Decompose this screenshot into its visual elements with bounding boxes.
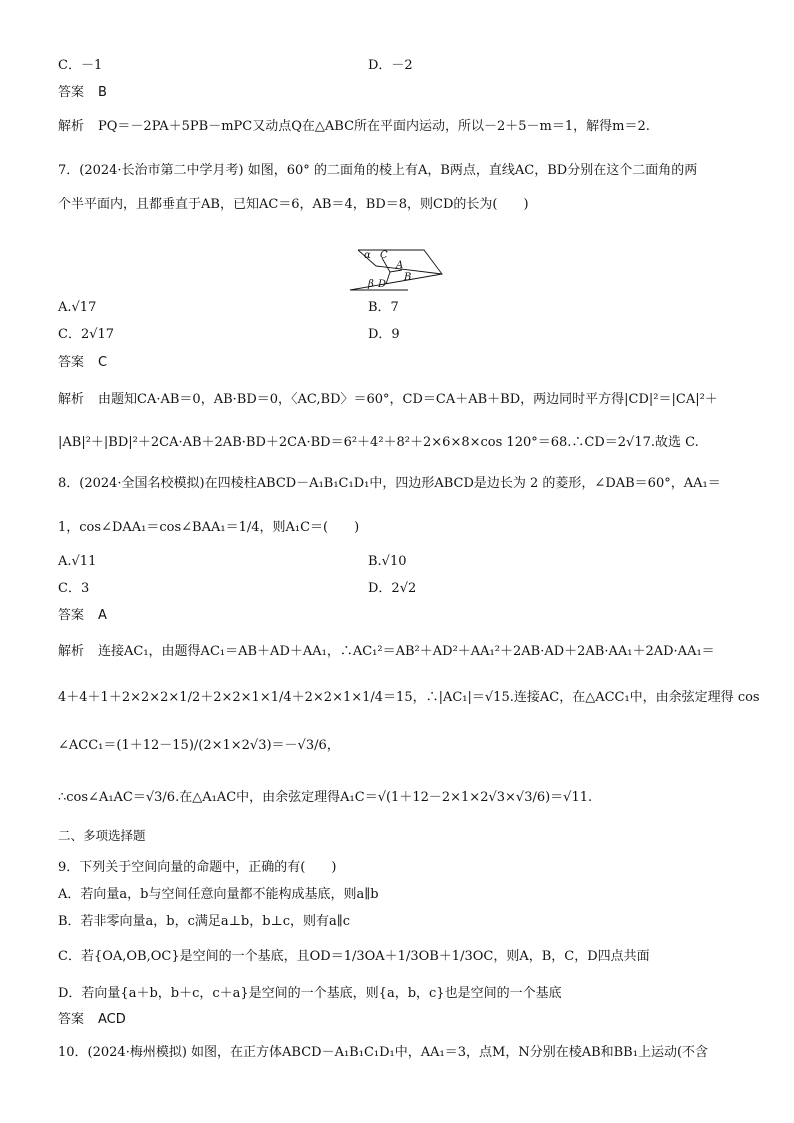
q6-option-d: D．－2: [368, 58, 413, 73]
q9-option-d: D．若向量{a＋b，b＋c，c＋a}是空间的一个基底，则{a，b，c}也是空间的一个基底: [58, 986, 562, 1001]
answer-value: B: [98, 85, 107, 100]
figure-label-a: A: [396, 260, 404, 271]
q7-option-c: C．2√17: [58, 327, 115, 342]
figure-label-beta: β: [368, 279, 374, 290]
answer-value: ACD: [98, 1012, 126, 1027]
q8-analysis-row2: 4＋4＋1＋2×2×2×1/2＋2×2×1×1/4＋2×2×1×1/4＝15，∴|AC₁|＝√15.连接AC，在△ACC₁中，由余弦定理得 cos: [58, 690, 760, 705]
q8-analysis-row1: [58, 642, 715, 662]
q8-analysis-row4: ∴cos∠A₁AC＝√3/6.在△A₁AC中，由余弦定理得A₁C＝√(1＋12－2×1×2√3×√3/6)＝√11.: [58, 790, 593, 805]
figure-label-alpha: α: [364, 250, 371, 261]
q8-option-c: C．3: [58, 581, 90, 596]
q7-analysis-row2: |AB|²＋|BD|²＋2CA·AB＋2AB·BD＋2CA·BD＝6²＋4²＋8²＋2×6×8×cos 120°＝68.∴CD＝2√17.故选 C.: [58, 435, 699, 450]
q8-option-d: D．2√2: [368, 581, 417, 596]
q8-option-b: B.√10: [368, 554, 407, 569]
q9-option-c: C．若{OA,OB,OC}是空间的一个基底，且OD＝1/3OA＋1/3OB＋1/3OC，则A，B，C，D四点共面: [58, 949, 650, 964]
q7-analysis-row1: [58, 390, 718, 410]
q7-option-a: A.√17: [58, 300, 97, 315]
q6-option-c: C．－1: [58, 58, 103, 73]
q9-option-b: B．若非零向量a，b，c满足a⊥b，b⊥c，则有a∥c: [58, 914, 351, 929]
q8-option-a: A.√11: [58, 554, 97, 569]
q7-option-b: B．7: [368, 300, 399, 315]
q7-option-d: D．9: [368, 327, 400, 342]
answer-value: A: [98, 608, 107, 623]
q9-option-a: A．若向量a，b与空间任意向量都不能构成基底，则a∥b: [58, 887, 379, 902]
q6-analysis-row: [58, 117, 650, 137]
answer-label: 答案: [58, 85, 85, 100]
analysis-label: 解析: [58, 644, 85, 659]
analysis-text: 连接AC₁，由题得AC₁＝AB＋AD＋AA₁，∴AC₁²＝AB²＋AD²＋AA₁²＋2AB·AD＋2AB·AA₁＋2AD·AA₁＝: [98, 644, 715, 659]
figure-label-c: C: [380, 250, 388, 261]
answer-label: 答案: [58, 1012, 85, 1027]
analysis-text: 由题知CA·AB＝0，AB·BD＝0，〈AC,BD〉＝60°，CD＝CA＋AB＋BD，两边同时平方得|CD|²＝|CA|²＋: [98, 392, 718, 407]
dihedral-angle-figure: [346, 246, 450, 294]
answer-value: C: [98, 355, 108, 370]
answer-label: 答案: [58, 355, 85, 370]
q8-stem-line1: 8．(2024·全国名校模拟)在四棱柱ABCD－A₁B₁C₁D₁中，四边形ABCD是边长为 2 的菱形，∠DAB＝60°，AA₁＝: [58, 476, 721, 491]
analysis-label: 解析: [58, 392, 85, 407]
analysis-text: PQ＝－2PA＋5PB－mPC又动点Q在△ABC所在平面内运动，所以－2＋5－m＝1，解得m＝2.: [98, 119, 650, 134]
q7-stem-line2: 个半平面内，且都垂直于AB，已知AC＝6，AB＝4，BD＝8，则CD的长为( ): [58, 197, 529, 212]
q10-stem: 10．(2024·梅州模拟) 如图，在正方体ABCD－A₁B₁C₁D₁中，AA₁＝3，点M，N分别在棱AB和BB₁上运动(不含: [58, 1045, 709, 1060]
q9-answer-row: [58, 1010, 126, 1030]
figure-label-d: D: [378, 279, 387, 290]
q8-answer-row: [58, 606, 107, 626]
q8-stem-line2: 1，cos∠DAA₁＝cos∠BAA₁＝1/4，则A₁C＝( ): [58, 520, 360, 535]
figure-label-b: B: [404, 272, 412, 283]
q8-analysis-row3: ∠ACC₁＝(1＋12－15)/(2×1×2√3)＝－√3/6，: [58, 738, 340, 753]
answer-label: 答案: [58, 608, 85, 623]
q6-answer-row: [58, 83, 107, 103]
section-title: 二、多项选择题: [58, 828, 146, 843]
q7-answer-row: [58, 353, 107, 373]
q9-stem: 9．下列关于空间向量的命题中，正确的有( ): [58, 860, 337, 875]
analysis-label: 解析: [58, 119, 85, 134]
q7-stem-line1: 7．(2024·长治市第二中学月考) 如图，60° 的二面角的棱上有A，B两点，直线AC，BD分别在这个二面角的两: [58, 163, 698, 178]
